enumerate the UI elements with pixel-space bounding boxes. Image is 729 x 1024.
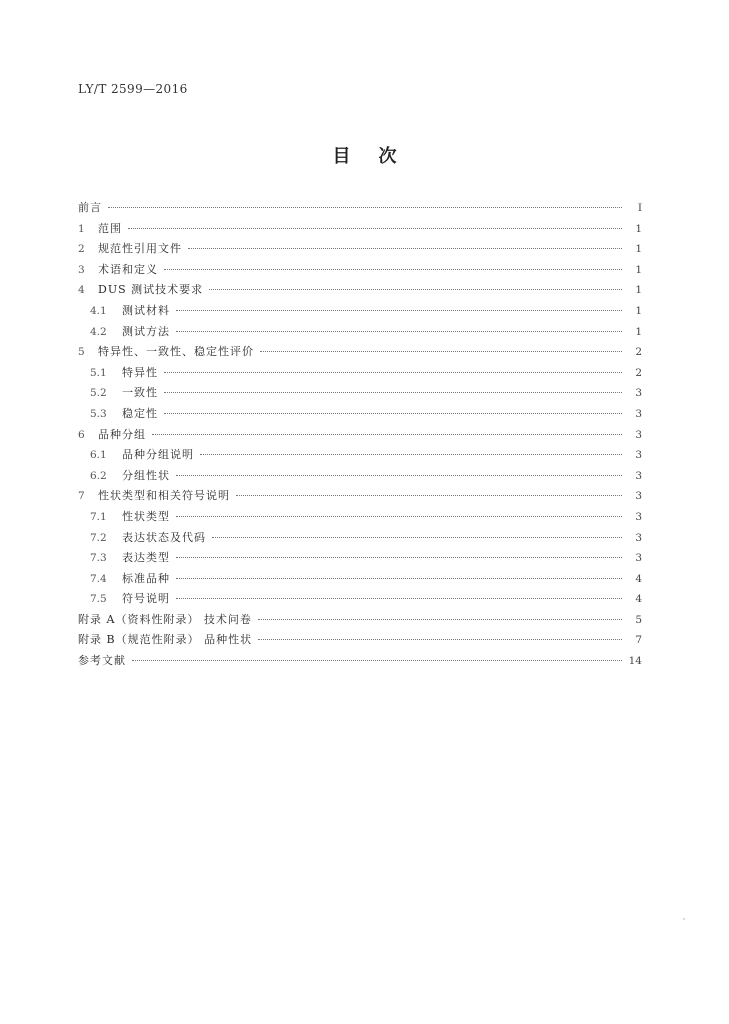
toc-entry-number: 6	[78, 428, 85, 441]
toc-entry[interactable]	[78, 425, 642, 446]
toc-entry-page: 3	[635, 407, 642, 420]
dot-leader	[176, 557, 622, 558]
toc-entry-label: 规范性引用文件	[98, 242, 182, 256]
toc-entry[interactable]	[78, 569, 642, 590]
toc-entry-label: 标准品种	[122, 571, 170, 585]
toc-entry-label: 一致性	[122, 386, 158, 400]
dot-leader	[176, 578, 622, 579]
toc-entry-label: 表达状态及代码	[122, 530, 206, 544]
toc-entry[interactable]	[78, 198, 642, 219]
toc-entry-page: 1	[635, 284, 642, 297]
toc-entry-number: 7.3	[90, 552, 107, 565]
toc-entry-page: 5	[635, 613, 642, 626]
toc-entry[interactable]	[78, 260, 642, 281]
toc-entry[interactable]	[78, 219, 642, 240]
toc-entry-label: 稳定性	[122, 406, 158, 420]
toc-entry-number: 2	[78, 243, 85, 256]
dot-leader	[212, 537, 622, 538]
toc-entry-page: 3	[635, 387, 642, 400]
toc-entry-label: DUS 测试技术要求	[98, 283, 204, 297]
toc-entry-label: 附录 B（规范性附录） 品种性状	[78, 633, 253, 647]
toc-entry-page: 3	[635, 531, 642, 544]
dot-leader	[200, 454, 622, 455]
toc-entry-label: 分组性状	[122, 468, 170, 482]
toc-entry-number: 3	[78, 263, 85, 276]
table-of-contents	[78, 198, 642, 672]
toc-entry-page: 1	[635, 304, 642, 317]
dot-leader	[164, 372, 622, 373]
toc-entry[interactable]	[78, 342, 642, 363]
toc-entry[interactable]	[78, 630, 642, 651]
toc-entry-label: 品种分组	[98, 427, 146, 441]
toc-entry-number: 4.1	[90, 304, 107, 317]
toc-entry-number: 7	[78, 490, 85, 503]
toc-entry-label: 参考文献	[78, 654, 126, 668]
dot-leader	[260, 351, 622, 352]
toc-entry-page: 4	[635, 572, 642, 585]
toc-entry-page: 3	[635, 469, 642, 482]
toc-entry-number: 1	[78, 222, 85, 235]
dot-leader	[176, 331, 622, 332]
toc-entry-label: 术语和定义	[98, 262, 158, 276]
toc-entry-page: 4	[635, 593, 642, 606]
toc-entry-label: 性状类型和相关符号说明	[98, 489, 230, 503]
toc-entry-number: 5.3	[90, 407, 107, 420]
dot-leader	[258, 639, 622, 640]
dot-leader	[188, 248, 622, 249]
page-title: 目次	[332, 146, 425, 167]
dot-leader	[209, 289, 622, 290]
dot-leader	[176, 516, 622, 517]
toc-entry-number: 7.1	[90, 510, 107, 523]
toc-entry-page: 3	[635, 490, 642, 503]
toc-entry-label: 范围	[98, 221, 122, 235]
scan-speck	[683, 918, 685, 920]
dot-leader	[132, 660, 622, 661]
toc-entry-label: 前言	[78, 201, 102, 214]
toc-entry-label: 特异性、一致性、稳定性评价	[98, 345, 254, 359]
toc-entry-page: 2	[635, 366, 642, 379]
toc-entry-number: 4.2	[90, 325, 107, 338]
toc-entry-page: 3	[635, 510, 642, 523]
standard-code: LY/T 2599—2016	[78, 82, 188, 96]
toc-entry[interactable]	[78, 651, 642, 672]
toc-entry-page: 1	[635, 243, 642, 256]
toc-entry[interactable]	[78, 528, 642, 549]
toc-entry-page: 3	[635, 449, 642, 462]
dot-leader	[164, 269, 622, 270]
toc-entry-number: 7.5	[90, 593, 107, 606]
toc-entry-number: 7.2	[90, 531, 107, 544]
toc-entry[interactable]	[78, 548, 642, 569]
toc-entry-number: 5.2	[90, 387, 107, 400]
toc-entry-page: 3	[635, 552, 642, 565]
dot-leader	[236, 495, 622, 496]
toc-entry[interactable]	[78, 322, 642, 343]
toc-entry-number: 6.1	[90, 449, 107, 462]
toc-entry-page: 1	[635, 222, 642, 235]
toc-entry-label: 性状类型	[122, 509, 170, 523]
toc-entry-page: 1	[635, 325, 642, 338]
toc-entry-page: I	[637, 202, 642, 214]
dot-leader	[176, 598, 622, 599]
toc-entry-page: 3	[635, 428, 642, 441]
toc-entry-label: 测试方法	[122, 324, 170, 338]
toc-entry-number: 5.1	[90, 366, 107, 379]
dot-leader	[152, 434, 622, 435]
dot-leader	[164, 392, 622, 393]
dot-leader	[176, 310, 622, 311]
dot-leader	[108, 207, 622, 208]
dot-leader	[128, 228, 622, 229]
toc-entry[interactable]	[78, 301, 642, 322]
toc-entry-number: 4	[78, 284, 85, 297]
toc-entry[interactable]	[78, 363, 642, 384]
dot-leader	[176, 475, 622, 476]
toc-entry-number: 5	[78, 346, 85, 359]
toc-entry[interactable]	[78, 466, 642, 487]
toc-entry[interactable]	[78, 404, 642, 425]
toc-entry-label: 符号说明	[122, 592, 170, 606]
toc-entry-label: 附录 A（资料性附录） 技术问卷	[78, 612, 252, 626]
toc-entry-number: 6.2	[90, 469, 107, 482]
toc-entry[interactable]	[78, 383, 642, 404]
toc-entry-label: 品种分组说明	[122, 448, 194, 462]
toc-entry[interactable]	[78, 280, 642, 301]
dot-leader	[258, 619, 622, 620]
toc-entry-page: 14	[628, 655, 642, 668]
toc-entry[interactable]	[78, 610, 642, 631]
toc-entry-page: 7	[635, 634, 642, 647]
toc-entry-label: 特异性	[122, 365, 158, 379]
toc-entry[interactable]	[78, 239, 642, 260]
toc-entry[interactable]	[78, 445, 642, 466]
toc-entry-label: 测试材料	[122, 303, 170, 317]
toc-entry-number: 7.4	[90, 572, 107, 585]
toc-entry-page: 2	[635, 346, 642, 359]
toc-entry[interactable]	[78, 486, 642, 507]
toc-entry[interactable]	[78, 507, 642, 528]
toc-entry[interactable]	[78, 589, 642, 610]
toc-entry-page: 1	[635, 263, 642, 276]
dot-leader	[164, 413, 622, 414]
toc-entry-label: 表达类型	[122, 551, 170, 565]
